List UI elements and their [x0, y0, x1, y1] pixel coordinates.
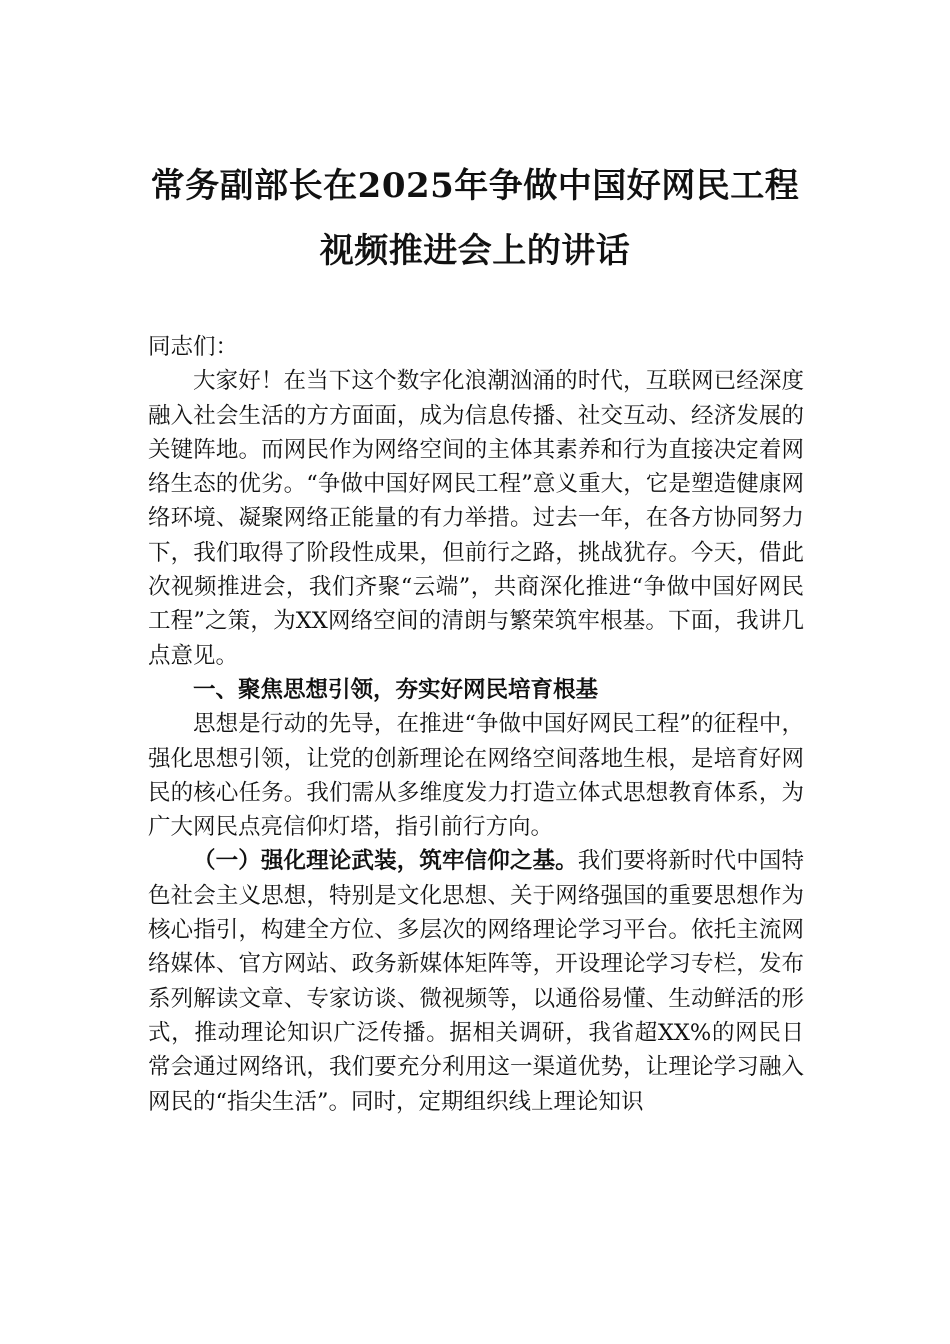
subsection-heading-1: （一）强化理论武装，筑牢信仰之基。 — [193, 848, 578, 875]
document-title-line-1: 常务副部长在2025年争做中国好网民工程 — [150, 166, 800, 206]
subsection-1-paragraph — [148, 844, 804, 1118]
section-1-paragraph: 思想是行动的先导，在推进“争做中国好网民工程”的征程中，强化思想引领，让党的创新理论在网络空间落地生根，是培育好网民的核心任务。我们需从多维度发力打造立体式思想教育体系，为广大网民点亮信仰灯塔，指引前行方向。 — [148, 711, 804, 841]
document-title-line-2: 视频推进会上的讲话 — [319, 231, 631, 271]
opening-paragraph: 大家好！在当下这个数字化浪潮汹涌的时代，互联网已经深度融入社会生活的方方面面，成为信息传播、社交互动、经济发展的关键阵地。而网民作为网络空间的主体其素养和行为直接决定着网络生态的优劣。“争做中国好网民工程”意义重大，它是塑造健康网络环境、凝聚网络正能量的有力举措。过去一年，在各方协同努力下，我们取得了阶段性成果，但前行之路，挑战犹存。今天，借此次视频推进会，我们齐聚“云端”，共商深化推进“争做中国好网民工程”之策，为XX网络空间的清朗与繁荣筑牢根基。下面，我讲几点意见。 — [148, 368, 804, 669]
section-heading-1: 一、聚焦思想引领，夯实好网民培育根基 — [193, 676, 599, 703]
document-body — [148, 330, 804, 1119]
subsection-1-text: 我们要将新时代中国特色社会主义思想，特别是文化思想、关于网络强国的重要思想作为核心指引，构建全方位、多层次的网络理论学习平台。依托主流网络媒体、官方网站、政务新媒体矩阵等，开设理论学习专栏，发布系列解读文章、专家访谈、微视频等，以通俗易懂、生动鲜活的形式，推动理论知识广泛传播。据相关调研，我省超XX%的网民日常会通过网络讯，我们要充分利用这一渠道优势，让理论学习融入网民的“指尖生活”。同时，定期组织线上理论知识 — [148, 848, 804, 1115]
salutation: 同志们： — [148, 334, 239, 360]
